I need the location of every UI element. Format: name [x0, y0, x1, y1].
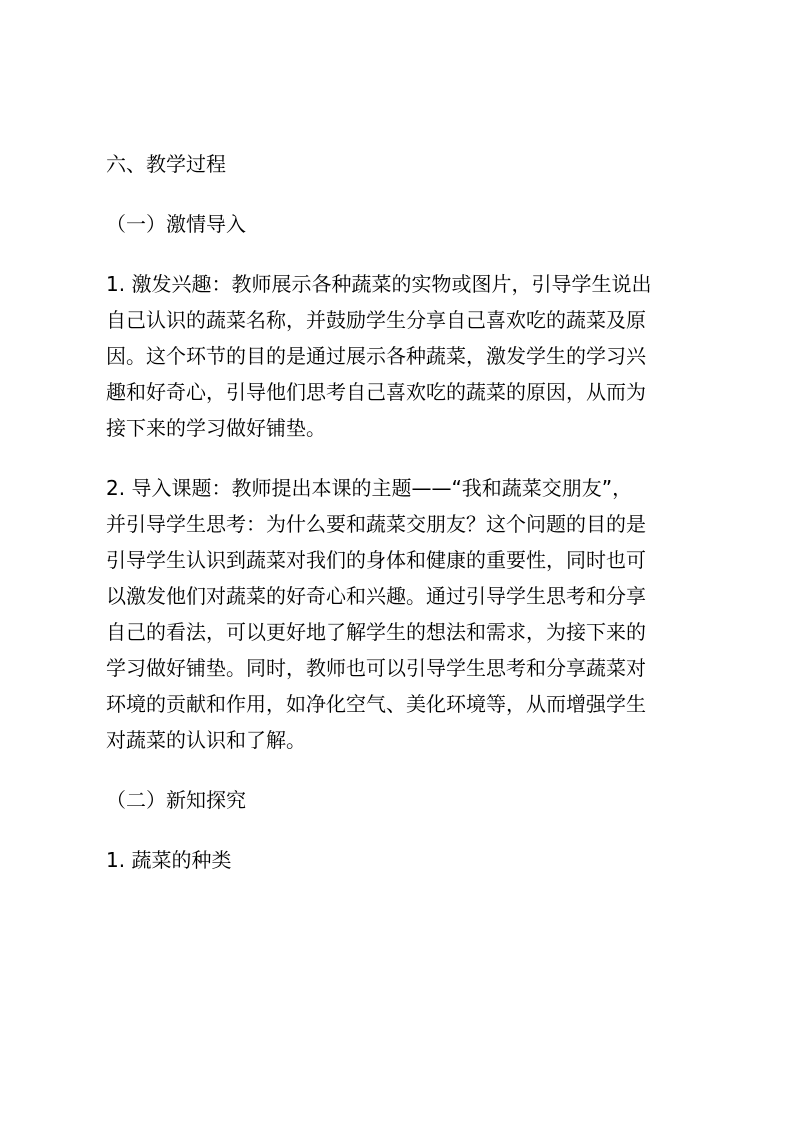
document-body	[106, 146, 680, 902]
paragraph-line: 学习做好铺垫。同时，教师也可以引导学生思考和分享蔬菜对	[106, 656, 646, 680]
paragraph-line: 并引导学生思考：为什么要和蔬菜交朋友？这个问题的目的是	[106, 512, 646, 536]
paragraph-line: 1. 激发兴趣：教师展示各种蔬菜的实物或图片，引导学生说出	[106, 272, 652, 296]
paragraph-line: 接下来的学习做好铺垫。	[106, 416, 326, 440]
paragraph-line: 对蔬菜的认识和了解。	[106, 728, 306, 752]
paragraph-line: 引导学生认识到蔬菜对我们的身体和健康的重要性，同时也可	[106, 548, 646, 572]
part-two-title: （二）新知探究	[106, 788, 246, 812]
section-title: 六、教学过程	[106, 152, 226, 176]
vegetable-types-title: 1. 蔬菜的种类	[106, 848, 232, 872]
paragraph-line: 趣和好奇心，引导他们思考自己喜欢吃的蔬菜的原因，从而为	[106, 380, 646, 404]
paragraph-line: 环境的贡献和作用，如净化空气、美化环境等，从而增强学生	[106, 692, 646, 716]
paragraph-stimulate-interest	[106, 266, 680, 446]
paragraph-line: 以激发他们对蔬菜的好奇心和兴趣。通过引导学生思考和分享	[106, 584, 646, 608]
paragraph-line: 因。这个环节的目的是通过展示各种蔬菜，激发学生的学习兴	[106, 344, 646, 368]
paragraph-introduce-topic	[106, 470, 680, 758]
part-one-title: （一）激情导入	[106, 212, 246, 236]
paragraph-line: 自己的看法，可以更好地了解学生的想法和需求，为接下来的	[106, 620, 646, 644]
paragraph-line: 2. 导入课题：教师提出本课的主题——“我和蔬菜交朋友”，	[106, 476, 633, 500]
paragraph-line: 自己认识的蔬菜名称，并鼓励学生分享自己喜欢吃的蔬菜及原	[106, 308, 646, 332]
